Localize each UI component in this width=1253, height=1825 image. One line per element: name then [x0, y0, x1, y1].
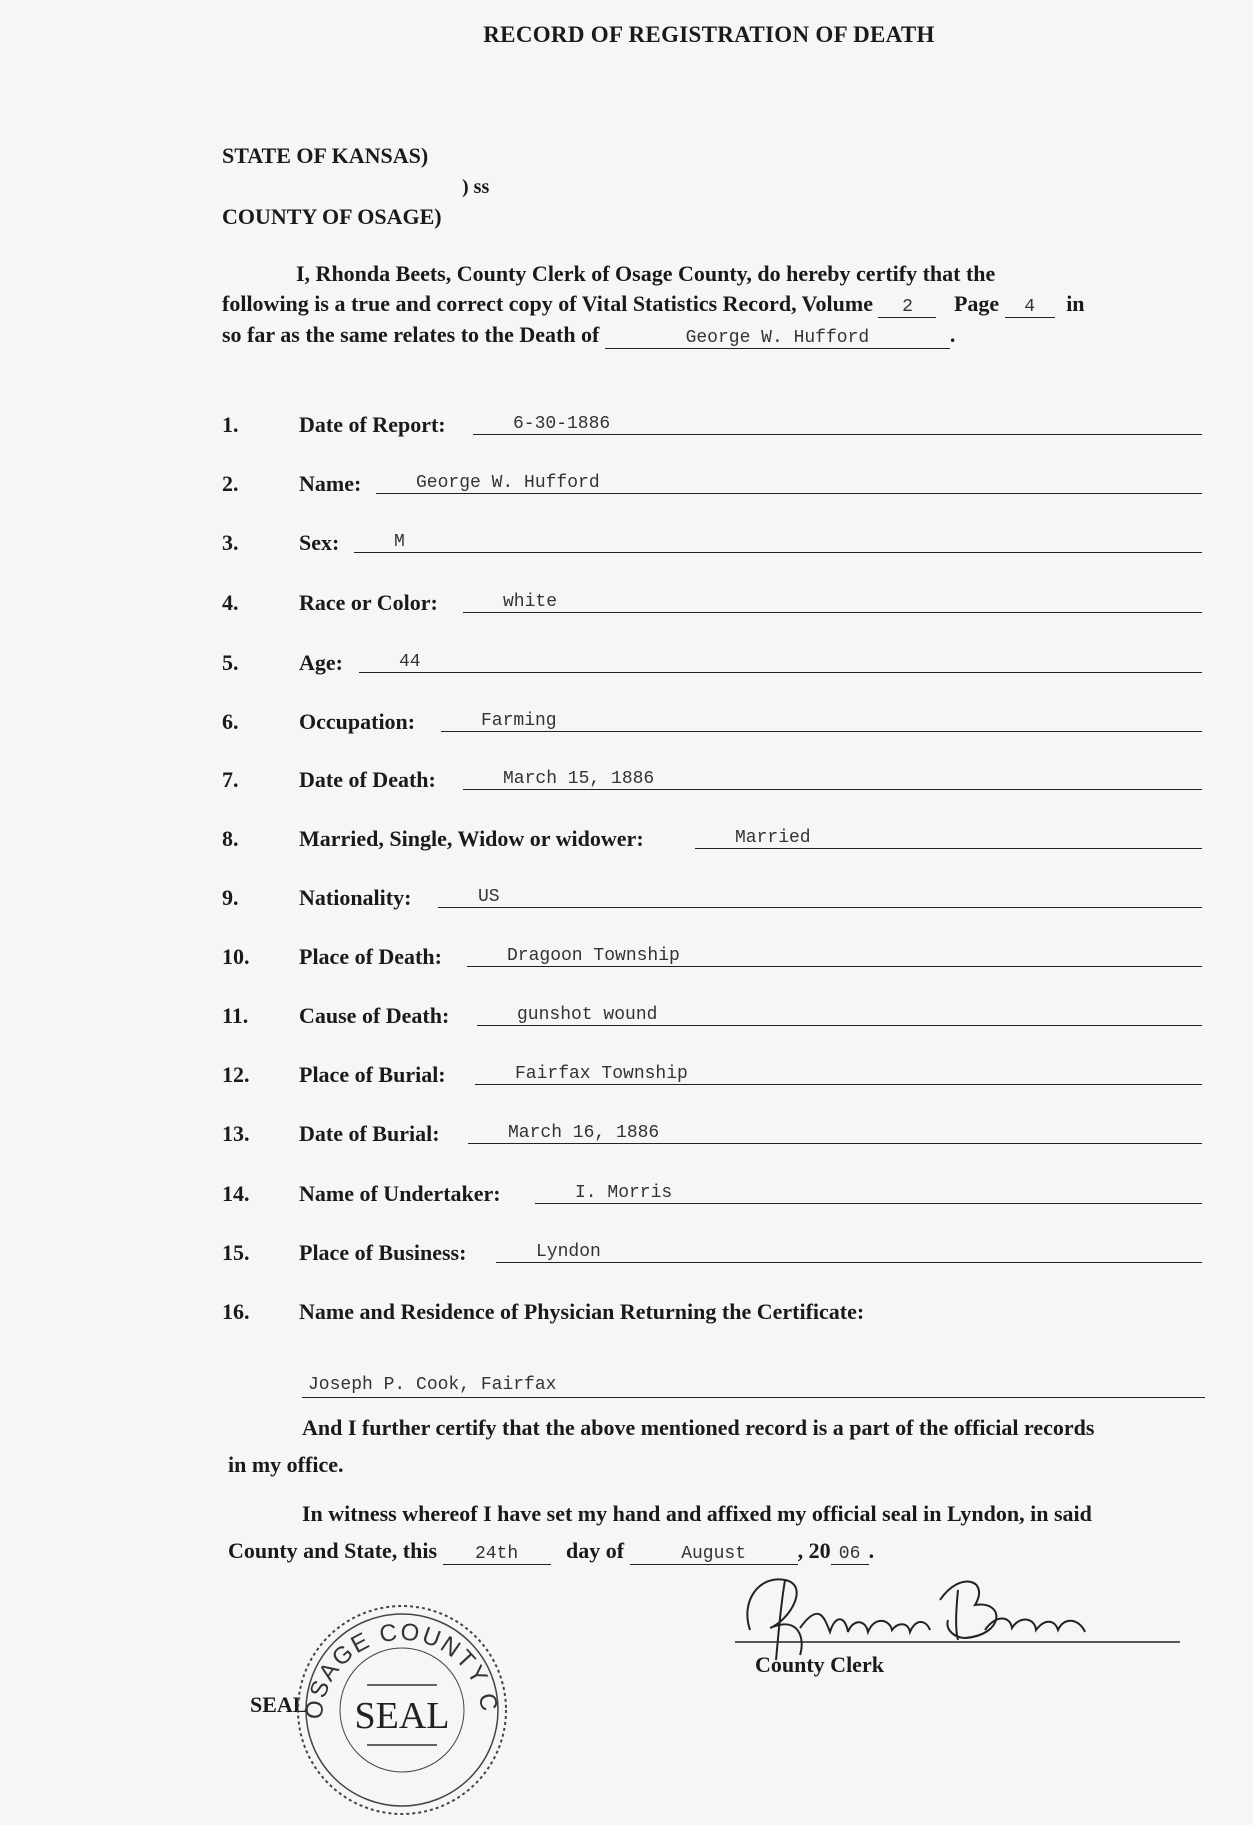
record-item — [222, 826, 1202, 856]
record-item — [222, 530, 1202, 560]
item-underline — [467, 966, 1202, 967]
seal-center-text: SEAL — [354, 1695, 450, 1737]
item-value: Lyndon — [536, 1242, 601, 1262]
item-underline — [473, 434, 1202, 435]
certification-line-2-text: following is a true and correct copy of Vital Statistics Record, Volume — [222, 291, 873, 316]
record-item — [222, 650, 1202, 680]
item-underline — [463, 789, 1202, 790]
seal-ring-text: OSAGE COUNTY C — [300, 1618, 503, 1721]
volume-value: 2 — [878, 297, 936, 318]
item-underline — [354, 552, 1202, 553]
item-value: white — [503, 592, 558, 612]
record-item — [222, 1121, 1202, 1151]
item-label: Occupation: — [299, 709, 416, 734]
further-certify-line-1: And I further certify that the above mentioned record is a part of the official records — [302, 1415, 1095, 1440]
record-item — [222, 767, 1202, 797]
item-number: 3. — [222, 530, 239, 555]
physician-line — [302, 1369, 1205, 1398]
certification-line-3 — [222, 320, 955, 350]
certification-line-3-text: so far as the same relates to the Death of — [222, 322, 600, 347]
record-item — [222, 709, 1202, 739]
venue-county: COUNTY OF OSAGE) — [222, 204, 442, 229]
seal-label: SEAL — [250, 1692, 308, 1717]
item-underline — [468, 1143, 1202, 1144]
document-title: RECORD OF REGISTRATION OF DEATH — [483, 22, 935, 47]
item-value: Dragoon Township — [507, 946, 680, 966]
witness-year-value: 06 — [831, 1544, 869, 1565]
item-number: 4. — [222, 590, 239, 615]
witness-day-of: day of — [566, 1538, 625, 1563]
page-label: Page — [953, 291, 1000, 316]
item-label: Cause of Death: — [299, 1003, 450, 1028]
seal-emblem-icon — [292, 1600, 512, 1820]
witness-prefix: County and State, this — [228, 1538, 438, 1563]
item-value: M — [394, 532, 405, 552]
item-value: 44 — [399, 652, 421, 672]
item-number: 16. — [222, 1299, 250, 1324]
item-value: gunshot wound — [517, 1005, 658, 1025]
in-label: in — [1066, 291, 1085, 316]
item-value: Married — [735, 828, 811, 848]
item-value: Farming — [481, 711, 557, 731]
record-item — [222, 1003, 1202, 1033]
item-number: 10. — [222, 944, 250, 969]
item-number: 6. — [222, 709, 239, 734]
item-label: Name: — [299, 471, 362, 496]
witness-end: . — [868, 1538, 875, 1563]
decedent-name-value: George W. Hufford — [605, 328, 950, 349]
item-underline — [477, 1025, 1202, 1026]
county-clerk-signature — [730, 1560, 1190, 1675]
item-number: 12. — [222, 1062, 250, 1087]
item-number: 13. — [222, 1121, 250, 1146]
item-underline — [441, 731, 1202, 732]
item-underline — [438, 907, 1202, 908]
county-clerk-title: County Clerk — [755, 1652, 884, 1677]
item-underline — [535, 1203, 1202, 1204]
item-label: Date of Report: — [299, 412, 446, 437]
item-label: Race or Color: — [299, 590, 438, 615]
record-item — [222, 1299, 1202, 1329]
witness-month-value: August — [630, 1544, 798, 1565]
item-number: 11. — [222, 1003, 249, 1028]
record-item — [222, 590, 1202, 620]
item-label: Sex: — [299, 530, 340, 555]
item-label: Age: — [299, 650, 343, 675]
record-item — [222, 1062, 1202, 1092]
item-underline — [475, 1084, 1202, 1085]
item-number: 15. — [222, 1240, 250, 1265]
record-item — [222, 944, 1202, 974]
item-underline — [359, 672, 1202, 673]
item-number: 9. — [222, 885, 239, 910]
item-label: Name of Undertaker: — [299, 1181, 501, 1206]
record-item — [222, 412, 1202, 442]
item-label: Nationality: — [299, 885, 412, 910]
record-item — [222, 1181, 1202, 1211]
item-label: Date of Burial: — [299, 1121, 440, 1146]
witness-line-1: In witness whereof I have set my hand and affixed my official seal in Lyndon, in said — [302, 1501, 1092, 1526]
item-underline — [463, 612, 1202, 613]
item-value: 6-30-1886 — [513, 414, 611, 434]
witness-year-prefix: , 20 — [797, 1538, 831, 1563]
item-label: Place of Business: — [299, 1240, 467, 1265]
item-label: Name and Residence of Physician Returning the Certificate: — [299, 1299, 865, 1324]
item-label: Date of Death: — [299, 767, 436, 792]
item-underline — [376, 493, 1202, 494]
item-underline — [695, 848, 1202, 849]
item-number: 8. — [222, 826, 239, 851]
record-item — [222, 1240, 1202, 1270]
item-label: Place of Death: — [299, 944, 442, 969]
period: . — [949, 322, 956, 347]
item-value: George W. Hufford — [416, 473, 600, 493]
further-certify-line-2: in my office. — [228, 1452, 344, 1477]
item-value: Fairfax Township — [515, 1064, 688, 1084]
item-number: 2. — [222, 471, 239, 496]
certification-line-1: I, Rhonda Beets, County Clerk of Osage County, do hereby certify that the — [296, 261, 996, 286]
county-clerk-seal — [292, 1600, 512, 1820]
item-label: Married, Single, Widow or widower: — [299, 826, 644, 851]
witness-day-value: 24th — [443, 1544, 551, 1565]
physician-value: Joseph P. Cook, Fairfax — [308, 1375, 557, 1395]
record-item — [222, 885, 1202, 915]
page-value: 4 — [1005, 297, 1055, 318]
item-value: US — [478, 887, 500, 907]
item-value: March 16, 1886 — [508, 1123, 660, 1143]
item-number: 14. — [222, 1181, 250, 1206]
record-item — [222, 471, 1202, 501]
certification-line-2 — [222, 289, 1085, 319]
item-number: 7. — [222, 767, 239, 792]
venue-ss: ) ss — [462, 176, 490, 198]
item-value: I. Morris — [575, 1183, 673, 1203]
item-label: Place of Burial: — [299, 1062, 446, 1087]
item-number: 5. — [222, 650, 239, 675]
item-number: 1. — [222, 412, 239, 437]
item-underline — [496, 1262, 1202, 1263]
item-value: March 15, 1886 — [503, 769, 655, 789]
venue-state: STATE OF KANSAS) — [222, 143, 429, 168]
